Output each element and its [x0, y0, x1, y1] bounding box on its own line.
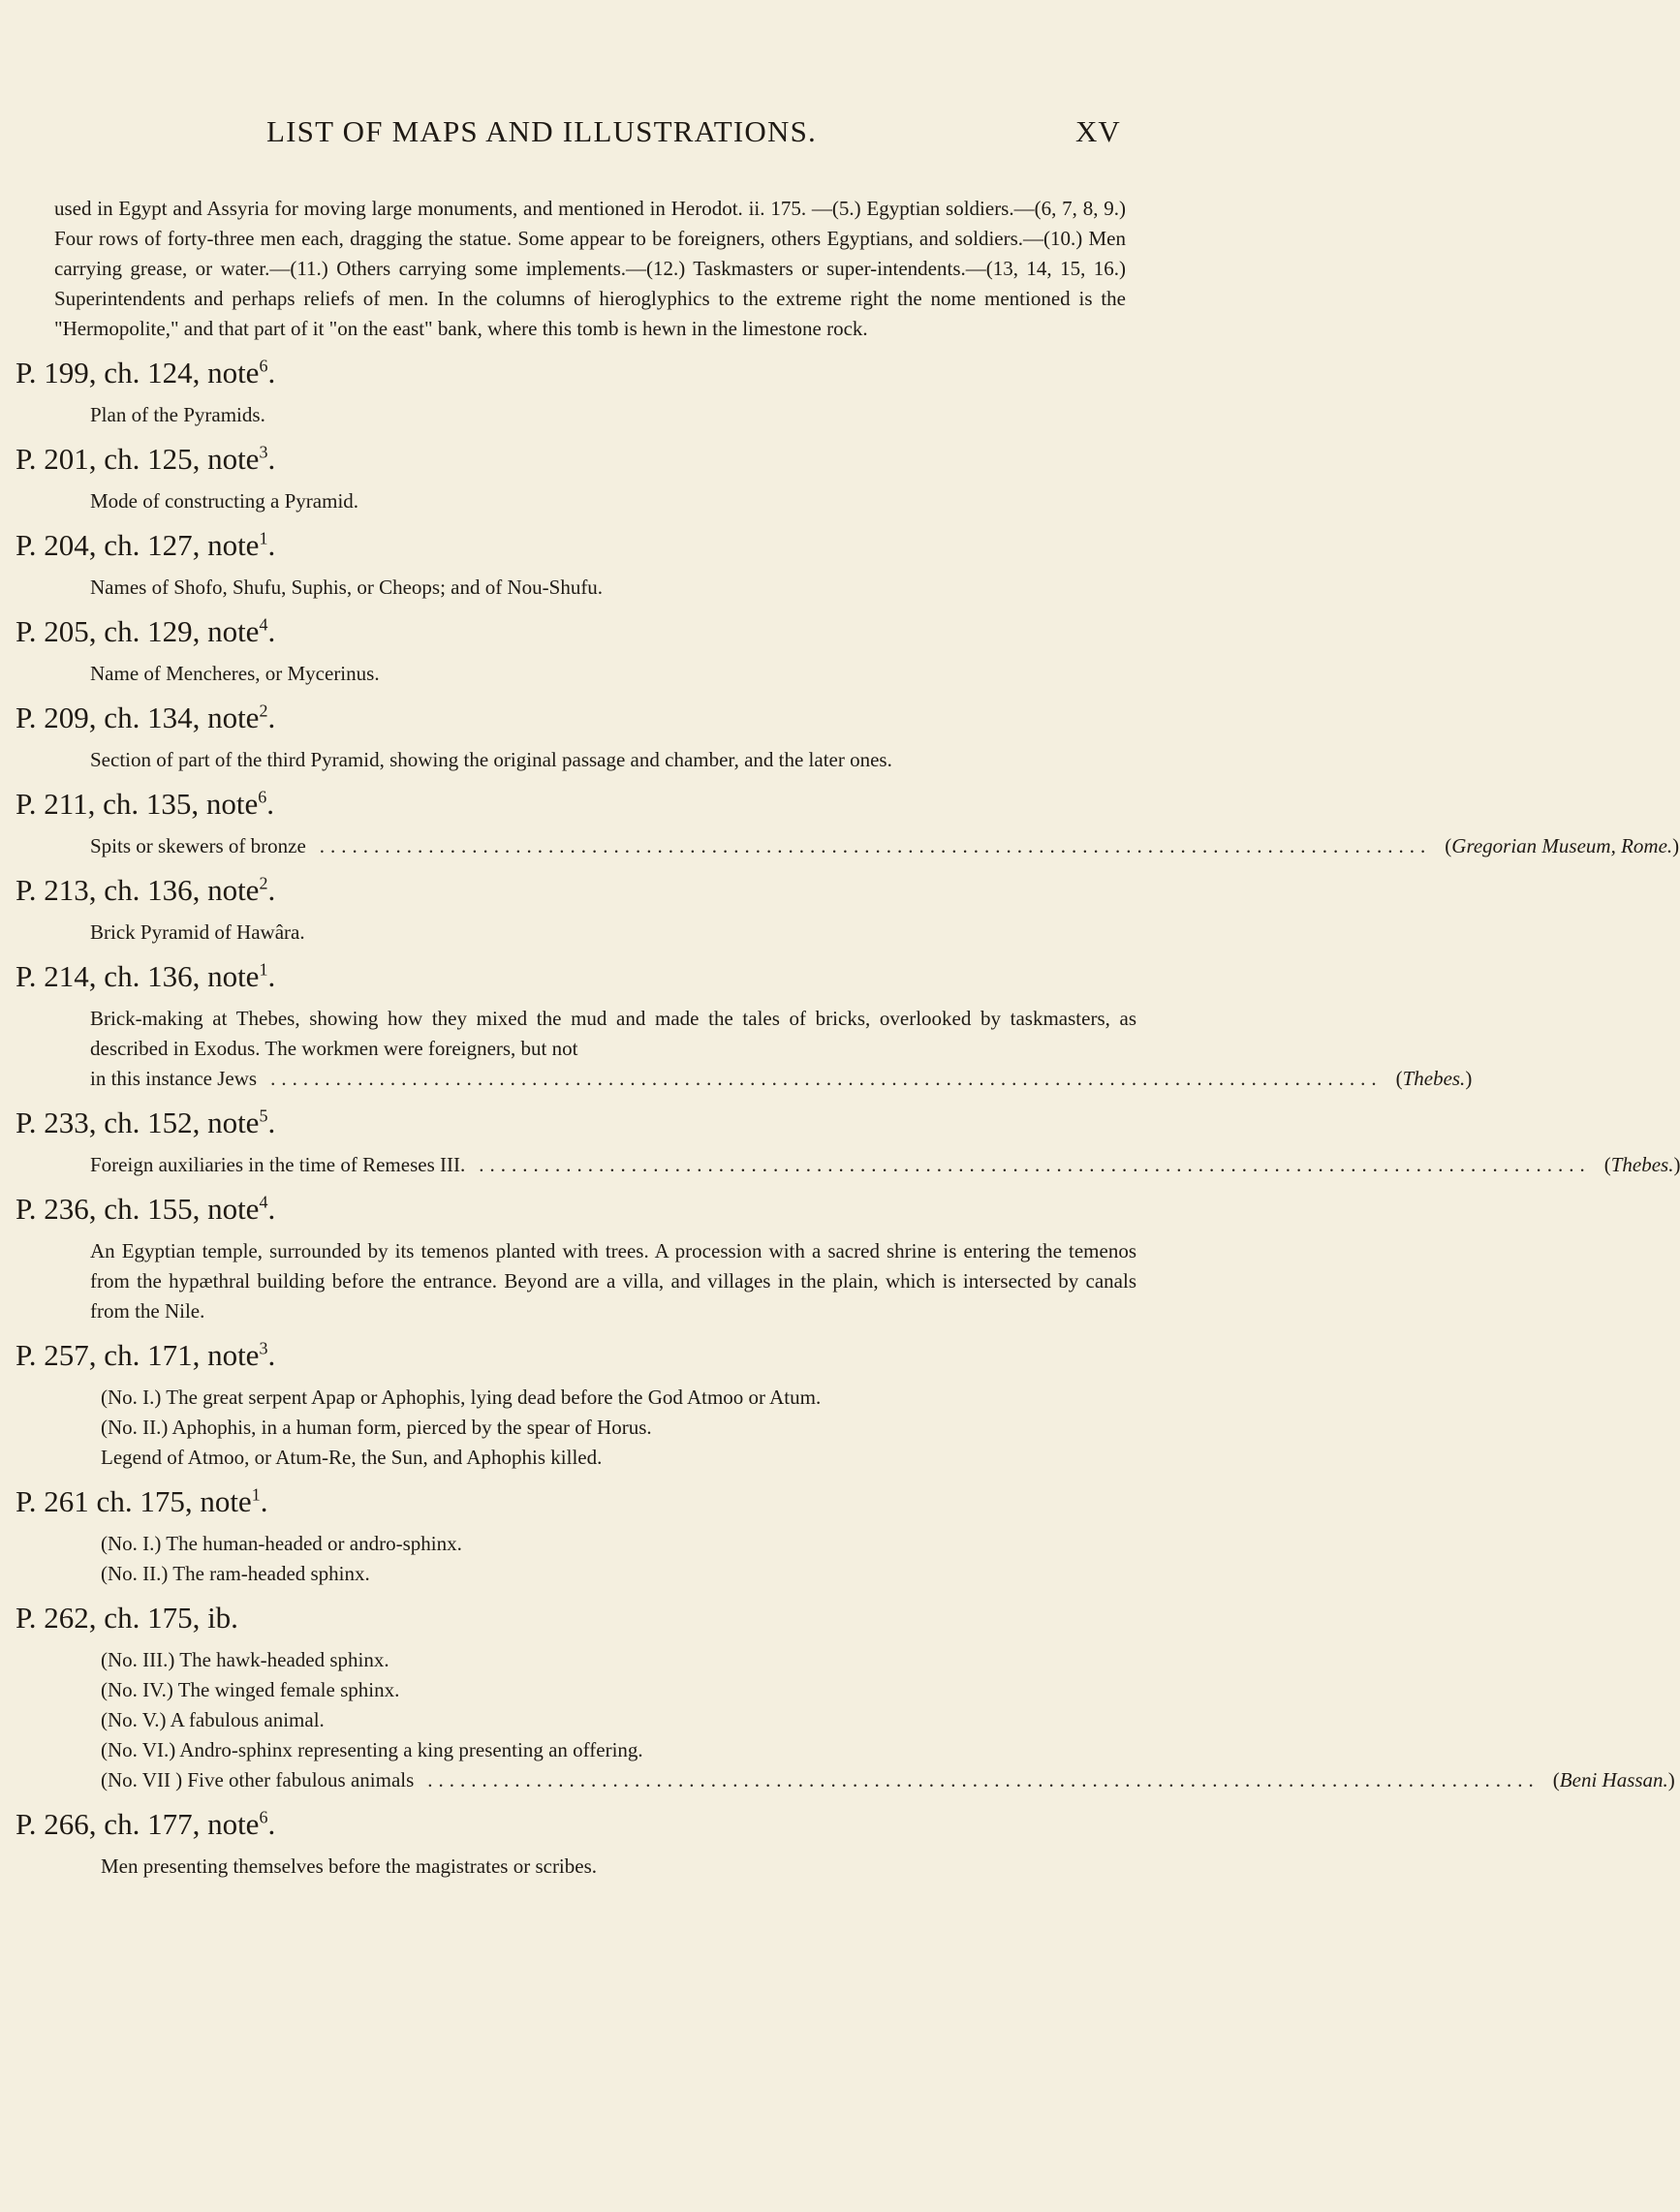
- note-number: 1: [251, 1484, 261, 1505]
- note-number: 2: [259, 701, 268, 721]
- list-item: [0, 1192, 1356, 1326]
- entry-description-with-source: [90, 831, 1680, 861]
- running-head: [0, 114, 1356, 157]
- page-number: XV: [1075, 114, 1121, 148]
- list-item: [0, 1106, 1680, 1180]
- note-number: 6: [258, 787, 267, 807]
- entry-description: Brick-making at Thebes, showing how they mixed the mud and made the tales of bricks, overlooked by taskmasters, as described in Exodus. The workmen were foreigners, but not: [90, 1007, 1136, 1060]
- note-number: 5: [259, 1106, 268, 1126]
- note-number: 1: [259, 528, 268, 548]
- entry-reference: P. 205, ch. 129, note$^4$.: [16, 614, 276, 648]
- entry-description: (No. I.) The human-headed or andro-sphinx.: [101, 1532, 462, 1555]
- entry-reference: P. 211, ch. 135, note$^6$.: [16, 787, 275, 821]
- list-item: [0, 356, 1356, 430]
- illustration-source: (Gregorian Museum, Rome.): [1445, 834, 1680, 857]
- entry-description: (No. VII ) Five other fabulous animals: [101, 1768, 415, 1791]
- entry-reference: P. 209, ch. 134, note$^2$.: [16, 701, 276, 734]
- list-item: [0, 442, 1356, 516]
- note-number: 3: [259, 442, 268, 462]
- list-item: [0, 528, 1356, 603]
- entry-description: Names of Shofo, Shufu, Suphis, or Cheops; and of Nou-Shufu.: [90, 576, 604, 599]
- illustration-source: (Thebes.): [1603, 1153, 1680, 1176]
- entry-description: (No. III.) The hawk-headed sphinx.: [101, 1648, 389, 1671]
- list-item: [0, 614, 1356, 689]
- entry-description: (No. II.) The ram-headed sphinx.: [101, 1562, 370, 1585]
- entry-description-with-source: [101, 1765, 1675, 1795]
- entry-description: Men presenting themselves before the magistrates or scribes.: [101, 1854, 598, 1878]
- entry-description: (No. V.) A fabulous animal.: [101, 1708, 325, 1731]
- dot-leader: ......................................................................................................: [270, 1067, 1383, 1090]
- entry-reference: P. 236, ch. 155, note$^4$.: [16, 1192, 276, 1226]
- entry-description: An Egyptian temple, surrounded by its temenos planted with trees. A procession with a sacred shrine is entering the temenos from the hypæthral building before the entrance. Beyond are a villa, and villages in the plain, which is intersected by canals from the Nile.: [90, 1239, 1136, 1323]
- illustration-source: (Thebes.): [1395, 1067, 1473, 1090]
- entry-description: (No. VI.) Andro-sphinx representing a king presenting an offering.: [101, 1738, 643, 1761]
- list-item: [0, 787, 1680, 861]
- note-number: 1: [259, 959, 268, 980]
- list-item: [0, 1807, 1356, 1882]
- entry-description: Foreign auxiliaries in the time of Remeses III.: [90, 1153, 466, 1176]
- dot-leader: ......................................................................................................: [479, 1153, 1591, 1176]
- entry-reference: P. 233, ch. 152, note$^5$.: [16, 1106, 276, 1139]
- dot-leader: ......................................................................................................: [427, 1768, 1540, 1791]
- dot-leader: ......................................................................................................: [319, 834, 1432, 857]
- entry-reference: P. 204, ch. 127, note$^1$.: [16, 528, 276, 562]
- entry-description-with-source: [90, 1150, 1680, 1180]
- entry-description-with-source: [90, 1064, 1473, 1094]
- entry-reference: P. 214, ch. 136, note$^1$.: [16, 959, 276, 993]
- entry-description: Plan of the Pyramids.: [90, 403, 265, 426]
- illustration-source: (Beni Hassan.): [1552, 1768, 1675, 1791]
- list-item: [0, 1484, 1356, 1589]
- entry-description: Brick Pyramid of Hawâra.: [90, 920, 305, 944]
- note-number: 4: [259, 614, 268, 635]
- list-item: [0, 1338, 1356, 1473]
- entry-reference: P. 201, ch. 125, note$^3$.: [16, 442, 276, 476]
- entry-reference: P. 199, ch. 124, note$^6$.: [16, 356, 276, 389]
- note-number: 6: [259, 356, 268, 376]
- note-number: 3: [259, 1338, 268, 1358]
- entry-reference: P. 261 ch. 175, note$^1$.: [16, 1484, 268, 1518]
- entry-description: in this instance Jews: [90, 1067, 258, 1090]
- entry-description: Legend of Atmoo, or Atum-Re, the Sun, and Aphophis killed.: [101, 1446, 603, 1469]
- entry-description: (No. IV.) The winged female sphinx.: [101, 1678, 400, 1701]
- list-item: [0, 873, 1356, 948]
- entry-reference: P. 262, ch. 175, ib.: [16, 1601, 238, 1635]
- list-item: [0, 701, 1356, 775]
- entry-description: Mode of constructing a Pyramid.: [90, 489, 359, 513]
- entry-reference: P. 266, ch. 177, note$^6$.: [16, 1807, 276, 1841]
- intro-paragraph: used in Egypt and Assyria for moving large monuments, and mentioned in Herodot. ii. 175. —(5.) Egyptian soldiers.—(6, 7, 8, 9.) Four rows of forty-three men each, dragging the statue. Some appear to be foreigners, others Egyptians, and soldiers.—(10.) Men carrying grease, or water.—(11.) Others carrying some implements.—(12.) Taskmasters or super-intendents.—(13, 14, 15, 16.) Superintendents and perhaps reliefs of men. In the columns of hieroglyphics to the extreme right the nome mentioned is the "Hermopolite," and that part of it "on the east" bank, where this tomb is hewn in the limestone rock.: [54, 197, 1126, 340]
- page-title: LIST OF MAPS AND ILLUSTRATIONS.: [266, 114, 817, 148]
- entry-reference: P. 213, ch. 136, note$^2$.: [16, 873, 276, 907]
- entry-description: Spits or skewers of bronze: [90, 834, 306, 857]
- entry-description: Section of part of the third Pyramid, showing the original passage and chamber, and the later ones.: [90, 748, 892, 771]
- entry-reference: P. 257, ch. 171, note$^3$.: [16, 1338, 276, 1372]
- note-number: 4: [259, 1192, 268, 1212]
- note-number: 6: [259, 1807, 268, 1827]
- list-item: [0, 1601, 1675, 1795]
- entry-description: (No. I.) The great serpent Apap or Aphophis, lying dead before the God Atmoo or Atum.: [101, 1386, 822, 1409]
- illustrations-list: [0, 194, 1680, 1882]
- entry-description: Name of Mencheres, or Mycerinus.: [90, 662, 380, 685]
- list-item: [0, 959, 1473, 1094]
- note-number: 2: [259, 873, 268, 893]
- entry-description: (No. II.) Aphophis, in a human form, pierced by the spear of Horus.: [101, 1416, 652, 1439]
